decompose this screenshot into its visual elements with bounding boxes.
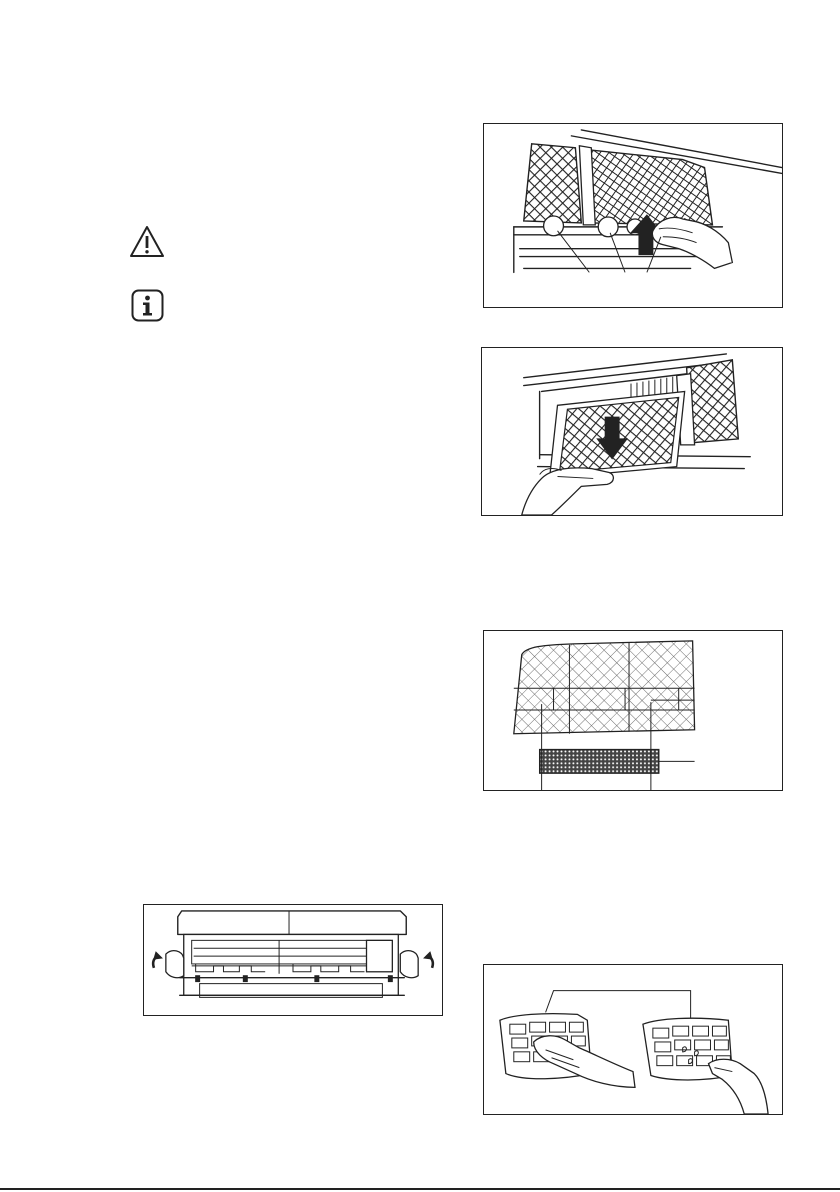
filter-parts-figure [483, 630, 783, 791]
filter-cleaning-figure [483, 964, 783, 1115]
filter-release-figure [483, 123, 783, 308]
front-panel-open-figure [143, 904, 443, 1016]
warning-triangle-icon [129, 225, 165, 259]
page-bottom-rule [0, 1188, 840, 1190]
filter-removal-figure [481, 347, 783, 516]
information-icon [131, 289, 164, 322]
